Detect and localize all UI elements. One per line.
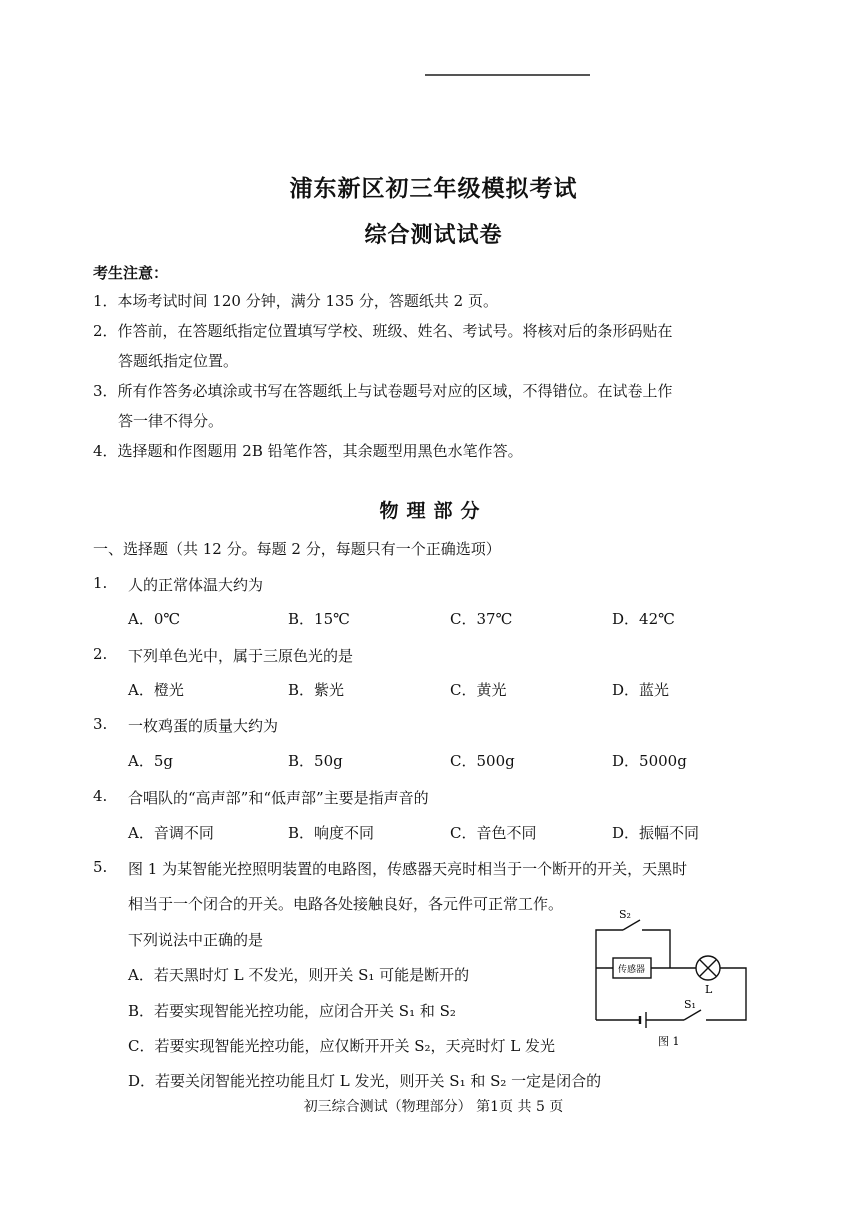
notice-item: 4．选择题和作图题用 2B 铅笔作答，其余题型用黑色水笔作答。 [93,442,523,460]
question-prompt: 下列说法中正确的是 [128,931,264,949]
option-d: D．蓝光 [612,681,670,699]
option-c: C．音色不同 [450,824,537,842]
notice-item: 3．所有作答务必填涂或书写在答题纸上与试卷题号对应的区域，不得错位。在试卷上作 [93,382,673,400]
switch-s1 [684,1010,701,1020]
question-text: 合唱队的“高声部”和“低声部”主要是指声音的 [128,789,429,807]
question-text: 一枚鸡蛋的质量大约为 [128,717,279,735]
notice-item-cont: 答一律不得分。 [118,412,224,430]
option-d: D．振幅不同 [612,824,700,842]
figure-caption: 图 1 [658,1035,680,1048]
question-number: 1. [93,574,108,592]
notice-item-cont: 答题纸指定位置。 [118,352,239,370]
option-d: D．42℃ [612,610,675,628]
s1-label: S₁ [684,998,696,1011]
question-number: 2. [93,645,108,663]
option-c: C．黄光 [450,681,507,699]
s2-label: S₂ [619,908,631,921]
option-a: A．0℃ [128,610,181,628]
section-title: 物理部分 [379,500,488,522]
notice-item: 2．作答前，在答题纸指定位置填写学校、班级、姓名、考试号。将核对后的条形码贴在 [93,322,673,340]
page-footer: 初三综合测试（物理部分） 第1页 共 5 页 [303,1099,564,1115]
option-d: D．若要关闭智能光控功能且灯 L 发光，则开关 S₁ 和 S₂ 一定是闭合的 [128,1072,602,1090]
switch-s2 [623,920,640,930]
option-b: B．15℃ [288,610,350,628]
option-b: B．50g [288,752,343,770]
option-b: B．响度不同 [288,824,375,842]
option-b: B．若要实现智能光控功能，应闭合开关 S₁ 和 S₂ [128,1002,456,1020]
exam-subtitle: 综合测试试卷 [364,222,503,248]
circuit-diagram [588,900,758,1050]
sensor-label: 传感器 [618,965,646,975]
notice-heading: 考生注意： [93,264,169,282]
question-text-cont: 相当于一个闭合的开关。电路各处接触良好，各元件可正常工作。 [128,895,564,913]
option-c: C．500g [450,752,515,770]
question-text: 图 1 为某智能光控照明装置的电路图，传感器天亮时相当于一个断开的开关，天黑时 [128,860,688,878]
option-b: B．紫光 [288,681,345,699]
option-a: A．5g [128,752,173,770]
option-d: D．5000g [612,752,687,770]
exam-title: 浦东新区初三年级模拟考试 [289,175,578,202]
option-c: C．37℃ [450,610,513,628]
question-number: 5. [93,858,108,876]
question-text: 下列单色光中，属于三原色光的是 [128,647,354,665]
question-number: 3. [93,715,108,733]
notice-item: 1．本场考试时间 120 分钟，满分 135 分，答题纸共 2 页。 [93,292,498,310]
part-heading: 一、选择题（共 12 分。每题 2 分，每题只有一个正确选项） [93,540,501,558]
option-c: C．若要实现智能光控功能，应仅断开开关 S₂，天亮时灯 L 发光 [128,1037,556,1055]
top-rule [425,74,590,76]
option-a: A．若天黑时灯 L 不发光，则开关 S₁ 可能是断开的 [128,966,470,984]
question-number: 4. [93,787,108,805]
option-a: A．音调不同 [128,824,214,842]
question-text: 人的正常体温大约为 [128,576,264,594]
option-a: A．橙光 [128,681,184,699]
lamp-label: L [705,983,713,996]
